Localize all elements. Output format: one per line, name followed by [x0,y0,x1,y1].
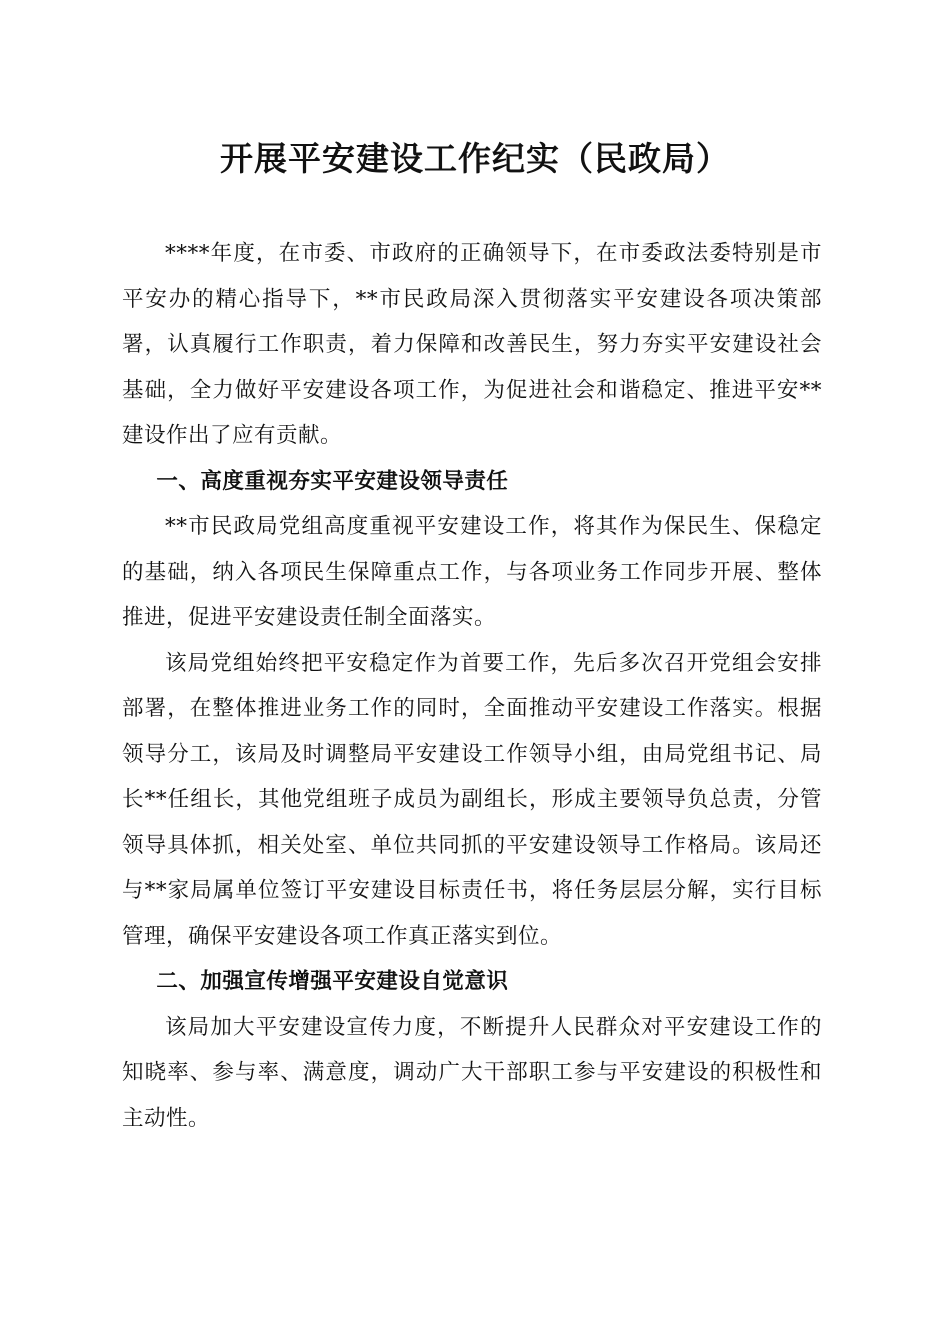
document-title: 开展平安建设工作纪实（民政局） [220,139,730,178]
section-1-paragraph-1: **市民政局党组高度重视平安建设工作，将其作为保民生、保稳定的基础，纳入各项民生保障重点工作，与各项业务工作同步开展、整体推进，促进平安建设责任制全面落实。 [122,514,822,630]
document-body [122,231,822,1141]
section-1-paragraph-2: 该局党组始终把平安稳定作为首要工作，先后多次召开党组会安排部署，在整体推进业务工作的同时，全面推动平安建设工作落实。根据领导分工，该局及时调整局平安建设工作领导小组，由局党组书记、局长**任组长，其他党组班子成员为副组长，形成主要领导负总责，分管领导具体抓，相关处室、单位共同抓的平安建设领导工作格局。该局还与**家局属单位签订平安建设目标责任书，将任务层层分解，实行目标管理，确保平安建设各项工作真正落实到位。 [122,650,822,949]
section-heading-1: 一、高度重视夯实平安建设领导责任 [156,468,509,494]
intro-paragraph: ****年度，在市委、市政府的正确领导下，在市委政法委特别是市平安办的精心指导下，**市民政局深入贯彻落实平安建设各项决策部署，认真履行工作职责，着力保障和改善民生，努力夯实平安建设社会基础，全力做好平安建设各项工作，为促进社会和谐稳定、推进平安**建设作出了应有贡献。 [122,241,822,448]
section-heading-2: 二、加强宣传增强平安建设自觉意识 [156,969,509,994]
section-2-paragraph-1: 该局加大平安建设宣传力度，不断提升人民群众对平安建设工作的知晓率、参与率、满意度，调动广大干部职工参与平安建设的积极性和主动性。 [122,1014,822,1131]
